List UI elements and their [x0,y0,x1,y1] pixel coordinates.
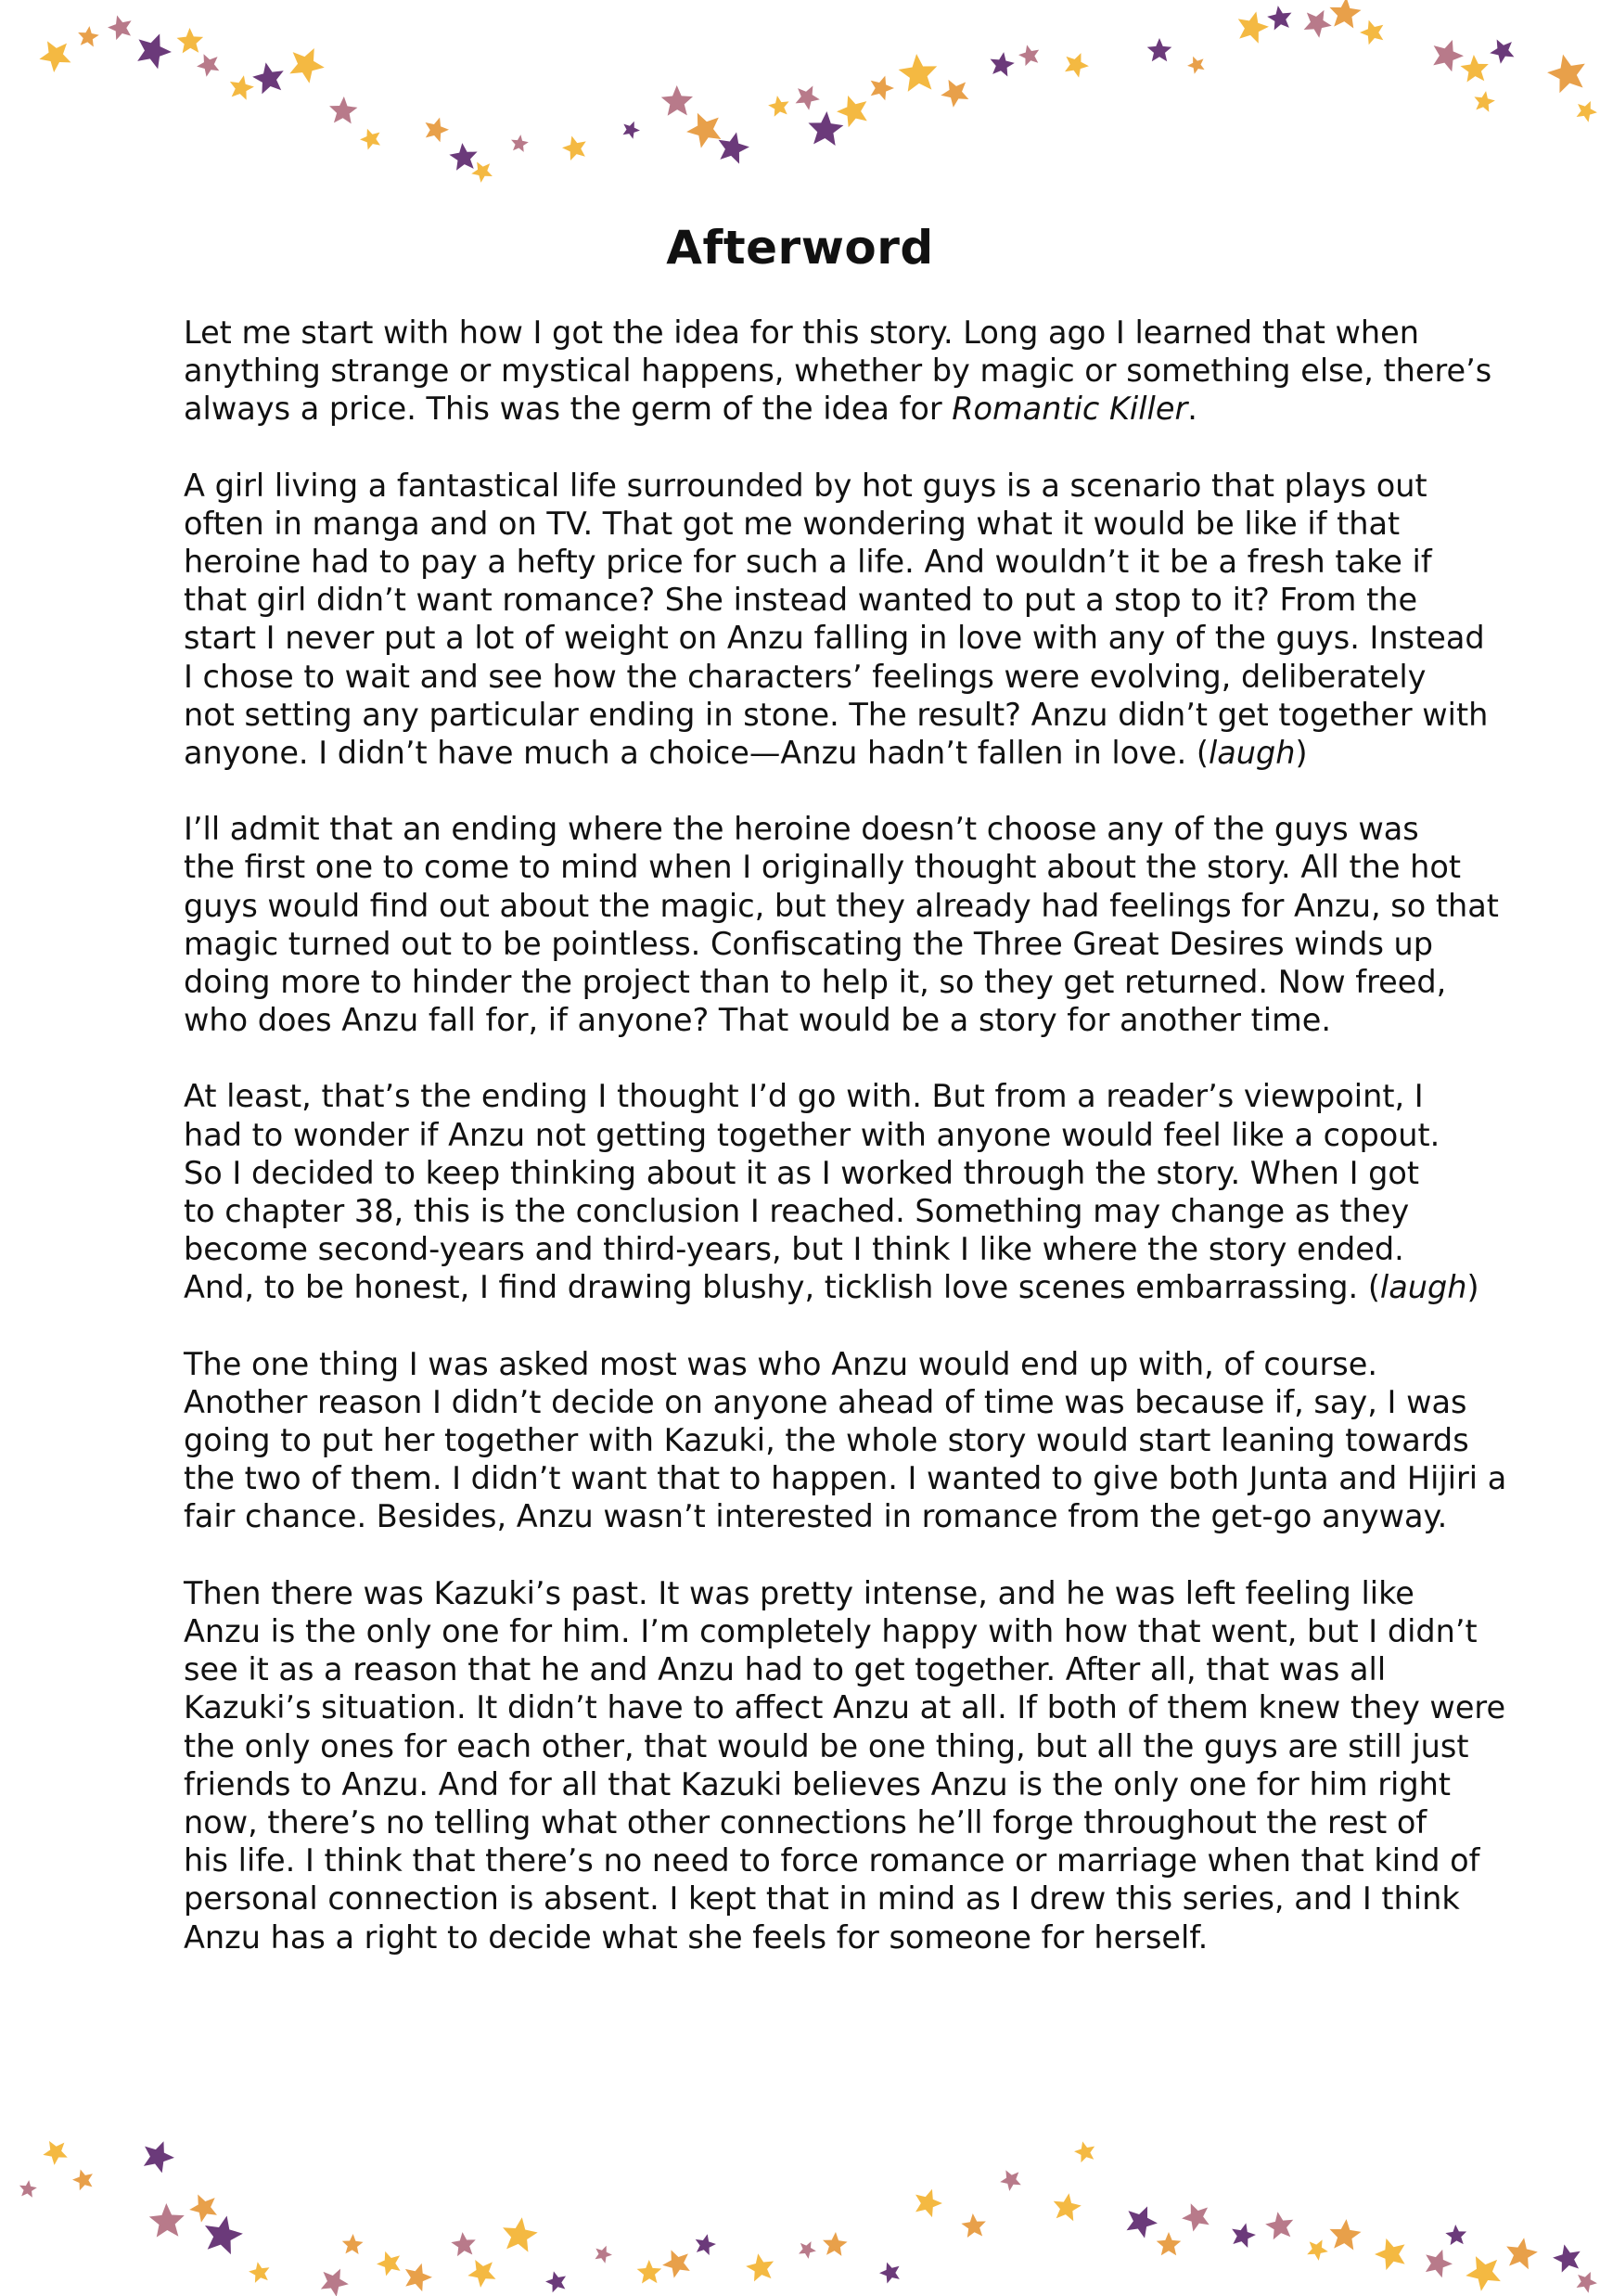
star-shape [421,114,452,144]
text-line: doing more to hinder the project than to help it, so they get returned. Now freed, [184,964,1447,1001]
star-shape [659,2244,696,2280]
text-line: And, to be honest, I find drawing blushy, ticklish love scenes embarrassing. (laugh) [184,1269,1479,1306]
star-shape [1551,2241,1584,2274]
star-shape [636,2260,661,2284]
star-shape [33,33,76,75]
star-shape [822,2231,848,2256]
star-shape [357,125,384,151]
star-shape [509,134,529,153]
star-shape [996,2165,1024,2193]
star-shape [193,49,223,79]
star-shape [1266,4,1294,31]
text-line: the two of them. I didn’t want that to happen. I wanted to give both Junta and Hijiri a [184,1460,1507,1497]
star-shape [1486,33,1518,66]
text-line: to chapter 38, this is the conclusion I reached. Something may change as they [184,1193,1410,1230]
star-shape [500,2215,540,2253]
star-shape [450,2231,477,2257]
star-shape [988,50,1016,77]
text-line: often in manga and on TV. That got me wondering what it would be like if that [184,505,1401,542]
text-line: become second-years and third-years, but I think I like where the story ended. [184,1231,1404,1268]
star-shape [1420,2245,1455,2279]
star-shape [250,59,288,96]
star-shape [1504,2235,1540,2270]
star-shape [807,110,844,147]
page-title: Afterword [666,221,934,275]
text-line: friends to Anzu. And for all that Kazuki believes Anzu is the only one for him right [184,1765,1451,1802]
star-shape [1184,53,1208,75]
star-shape [1460,2249,1506,2295]
text-line: Another reason I didn’t decide on anyone ahead of time was because if, say, I was [184,1383,1467,1420]
star-shape [682,106,727,151]
star-shape [467,157,495,185]
star-shape [19,2179,38,2198]
text-line: now, there’s no telling what other connections he’ll forge throughout the rest of [184,1803,1427,1841]
text-line: So I decided to keep thinking about it as I worked through the story. When I got [184,1154,1420,1191]
star-shape [911,2185,946,2219]
text-line: see it as a reason that he and Anzu had to get together. After all, that was all [184,1651,1387,1688]
text-line: magic turned out to be pointless. Confiscating the Three Great Desires winds up [184,925,1434,962]
star-shape [374,2247,405,2277]
paragraph [184,1345,1507,1536]
text-line: Anzu has a right to decide what she feels for someone for herself. [184,1918,1209,1956]
star-shape [1573,2267,1600,2294]
star-confetti-icon [0,2115,1600,2296]
star-shape [1178,2198,1214,2233]
star-shape [1234,7,1272,45]
star-shape [833,90,873,129]
star-shape [1427,34,1467,73]
star-shape [560,133,590,161]
star-shape [200,2212,246,2256]
text-line: guys would find out about the magic, but they already had feelings for Anzu, so that [184,887,1499,924]
star-shape [1573,96,1600,123]
star-shape [661,85,694,116]
star-shape [148,2202,185,2238]
star-confetti-icon [0,0,1600,213]
star-shape [1328,2218,1363,2251]
text-line: that girl didn’t want romance? She instead wanted to put a stop to it? From the [184,582,1418,619]
star-shape [1060,48,1092,80]
paragraph [184,810,1499,1039]
star-shape [961,2213,988,2238]
star-shape [767,94,791,117]
text-line: start I never put a lot of weight on Anzu falling in love with any of the guys. Instead [184,620,1485,657]
paragraph [184,1574,1506,1956]
star-shape [1371,2234,1411,2273]
star-shape [744,2251,776,2283]
star-shape [328,96,358,123]
text-line: anything strange or mystical happens, whether by magic or something else, there’s [184,353,1492,390]
star-shape [1357,17,1388,46]
star-shape [1051,2191,1083,2222]
text-line: his life. I think that there’s no need to force romance or marriage when that kind of [184,1842,1480,1879]
text-line: Then there was Kazuki’s past. It was pretty intense, and he was left feeling like [184,1574,1414,1611]
star-shape [936,73,973,110]
star-shape [1445,2224,1467,2245]
text-line: personal connection is absent. I kept that in mind as I drew this series, and I think [184,1880,1460,1918]
star-shape [592,2242,614,2264]
star-shape [185,2188,222,2225]
text-line: Anzu is the only one for him. I’m completely happy with how that went, but I didn’t [184,1612,1478,1649]
star-shape [77,25,100,47]
star-shape [131,28,175,71]
text-line: The one thing I was asked most was who Anzu would end up with, of course. [184,1345,1378,1382]
star-shape [1472,89,1496,112]
text-line: I chose to wait and see how the characters’ feelings were evolving, deliberately [184,658,1427,695]
text-line: Kazuki’s situation. It didn’t have to affect Anzu at all. If both of them knew they were [184,1689,1506,1726]
text-line: the only ones for each other, that would be one thing, but all the guys are still just [184,1727,1469,1764]
star-shape [1544,50,1591,95]
star-shape [463,2253,501,2290]
star-shape [1157,2232,1182,2255]
text-line: anyone. I didn’t have much a choice—Anzu hadn’t fallen in love. (laugh) [184,735,1308,772]
star-shape [1121,2200,1162,2240]
text-line: going to put her together with Kazuki, the whole story would start leaning towards [184,1422,1469,1459]
bottom-star-border [0,2115,1600,2296]
star-shape [105,12,135,42]
star-shape [284,41,330,86]
text-line: who does Anzu fall for, if anyone? That would be a story for another time. [184,1002,1331,1039]
star-shape [897,52,939,92]
paragraph [184,1077,1491,1306]
star-shape [448,141,479,171]
paragraph [184,467,1491,773]
star-shape [70,2166,96,2191]
star-shape [401,2259,436,2293]
star-shape [1228,2220,1258,2249]
star-shape [620,118,642,140]
star-shape [796,2238,819,2261]
text-line: the first one to come to mind when I originally thought about the story. All the hot [184,849,1462,886]
text-line: had to wonder if Anzu not getting together with anyone would feel like a copout. [184,1116,1440,1153]
text-line: Let me start with how I got the idea for this story. Long ago I learned that when [184,314,1420,351]
text-line: not setting any particular ending in stone. The result? Anzu didn’t get together with [184,696,1489,733]
star-shape [866,72,897,102]
star-shape [693,2232,718,2256]
italic-text: Romantic Killer [952,391,1188,428]
star-shape [1263,2210,1296,2240]
afterword-body [184,314,1507,1995]
star-shape [714,129,752,165]
star-shape [227,73,256,101]
star-shape [138,2136,179,2175]
text-line: I’ll admit that an ending where the heroine doesn’t choose any of the guys was [184,811,1419,848]
text-line: fair chance. Besides, Anzu wasn’t interested in romance from the get-go anyway. [184,1498,1448,1535]
italic-text: laugh [1379,1269,1467,1306]
text-line: At least, that’s the ending I thought I’d go with. But from a reader’s viewpoint, I [184,1078,1424,1115]
star-shape [1147,38,1172,61]
text-line: always a price. This was the germ of the idea for Romantic Killer. [184,391,1197,428]
star-shape [1299,4,1337,41]
italic-text: laugh [1208,735,1296,772]
star-shape [248,2260,273,2284]
star-shape [544,2268,570,2293]
star-shape [1328,0,1363,29]
paragraph [184,314,1491,429]
star-shape [176,28,204,54]
star-shape [791,80,824,112]
star-shape [316,2263,353,2296]
top-star-border [0,0,1600,213]
text-line: A girl living a fantastical life surrounded by hot guys is a scenario that plays out [184,467,1427,504]
star-shape [1460,54,1490,83]
star-shape [341,2233,364,2254]
star-shape [1303,2235,1331,2263]
text-line: heroine had to pay a hefty price for such a life. And wouldn’t it be a fresh take if [184,544,1432,581]
star-shape [38,2135,71,2167]
star-shape [1072,2139,1097,2164]
star-shape [877,2259,903,2285]
star-shape [1017,43,1042,68]
